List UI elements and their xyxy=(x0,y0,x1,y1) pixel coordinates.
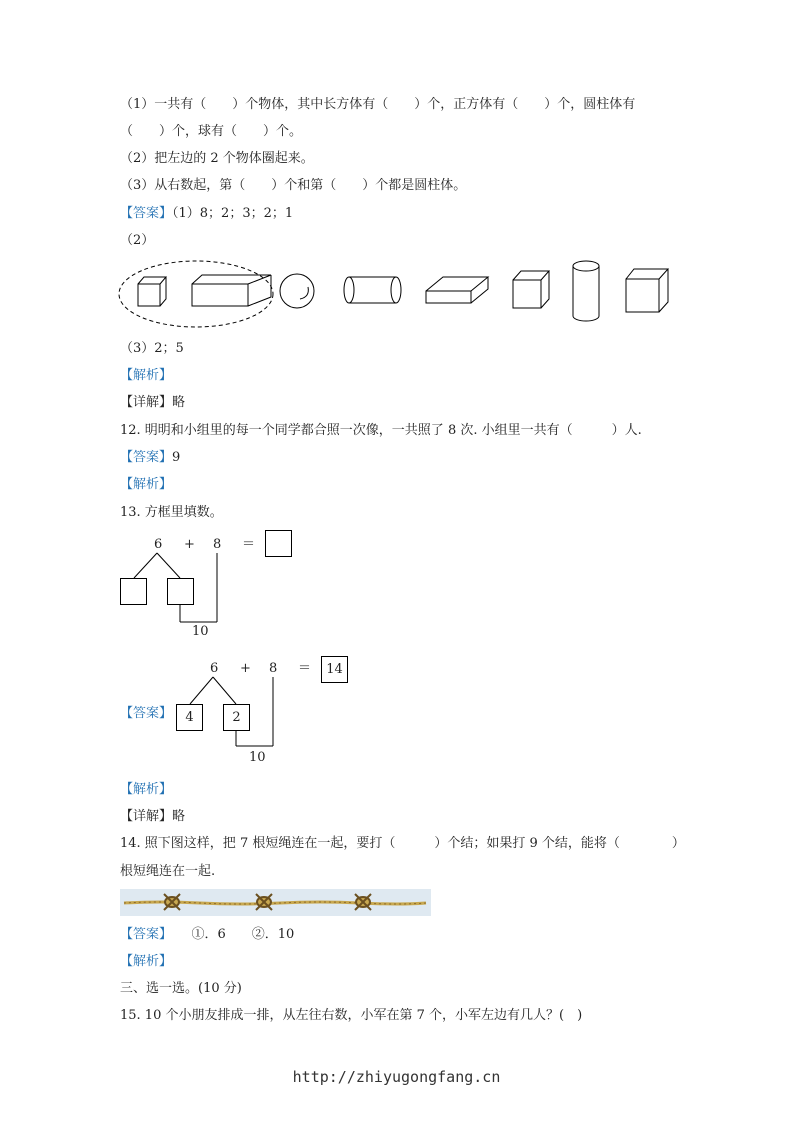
q13-ans-right-box: 2 xyxy=(223,704,250,731)
q14-analysis-tag: 【解析】 xyxy=(120,954,173,969)
q13-num-8: 8 xyxy=(213,537,222,552)
q13-detail-line xyxy=(120,807,185,827)
knot-icon xyxy=(256,894,272,910)
q13-answer-tag: 【答案】 xyxy=(120,706,173,721)
q12-question: 12. 明明和小组里的每一个同学都合照一次像，一共照了 8 次. 小组里一共有（ ）人. xyxy=(120,423,642,438)
q13-num-6: 6 xyxy=(154,537,163,552)
q14-line1: 14. 照下图这样，把 7 根短绳连在一起，要打（ ）个结；如果打 9 个结，能将（ ） xyxy=(120,836,685,851)
q13-question: 13. 方框里填数。 xyxy=(120,505,223,520)
q13-plus: + xyxy=(184,537,195,552)
detail-text: 略 xyxy=(172,809,186,824)
knot-icon xyxy=(355,894,371,910)
q12-answer: 9 xyxy=(172,450,181,465)
q13-equals: ＝ xyxy=(242,537,256,552)
q11-answer1: （1）8；2；3；2；1 xyxy=(172,206,294,221)
q13-ans-left-box: 4 xyxy=(176,704,203,731)
q11-line1: （1）一共有（ ）个物体，其中长方体有（ ）个，正方体有（ ）个，圆柱体有 xyxy=(120,97,636,112)
detail-tag: 【详解】 xyxy=(120,395,173,410)
q13-num-10: 10 xyxy=(192,624,209,639)
q14-answer-line xyxy=(120,925,294,945)
q14-line2: 根短绳连在一起. xyxy=(120,864,216,879)
q13-ans-plus: + xyxy=(240,661,251,676)
q13-ans-result-box: 14 xyxy=(321,656,348,683)
q11-answer2: （2） xyxy=(120,233,155,248)
answer-tag: 【答案】 xyxy=(120,927,166,942)
q11-line2: （ ）个，球有（ ）个。 xyxy=(120,124,303,139)
q12-analysis-tag: 【解析】 xyxy=(120,477,173,492)
q11-line4: （3）从右数起，第（ ）个和第（ ）个都是圆柱体。 xyxy=(120,178,467,193)
q11-answer3: （3）2；5 xyxy=(120,341,184,356)
q13-analysis-tag: 【解析】 xyxy=(120,782,173,797)
q14-answer: ①．6 ②．10 xyxy=(165,927,295,942)
detail-text: 略 xyxy=(172,395,186,410)
q13-ans-num-8: 8 xyxy=(269,661,278,676)
answer-tag: 【答案】 xyxy=(120,206,173,221)
q13-ans-equals: ＝ xyxy=(298,661,312,676)
q11-line3: （2）把左边的 2 个物体圈起来。 xyxy=(120,151,314,166)
rope-image xyxy=(120,889,431,916)
knot-icon xyxy=(164,894,180,910)
q15-question: 15. 10 个小朋友排成一排，从左往右数，小军在第 7 个，小军左边有几人？( ) xyxy=(120,1008,583,1023)
section3-title: 三、选一选。(10 分) xyxy=(120,981,242,996)
footer-url[interactable]: http://zhiyugongfang.cn xyxy=(292,1068,501,1086)
q13-ans-num-6: 6 xyxy=(210,661,219,676)
q13-ans-num-10: 10 xyxy=(249,750,266,765)
q11-analysis-tag: 【解析】 xyxy=(120,368,173,383)
answer-tag: 【答案】 xyxy=(120,450,173,465)
detail-tag: 【详解】 xyxy=(120,809,173,824)
